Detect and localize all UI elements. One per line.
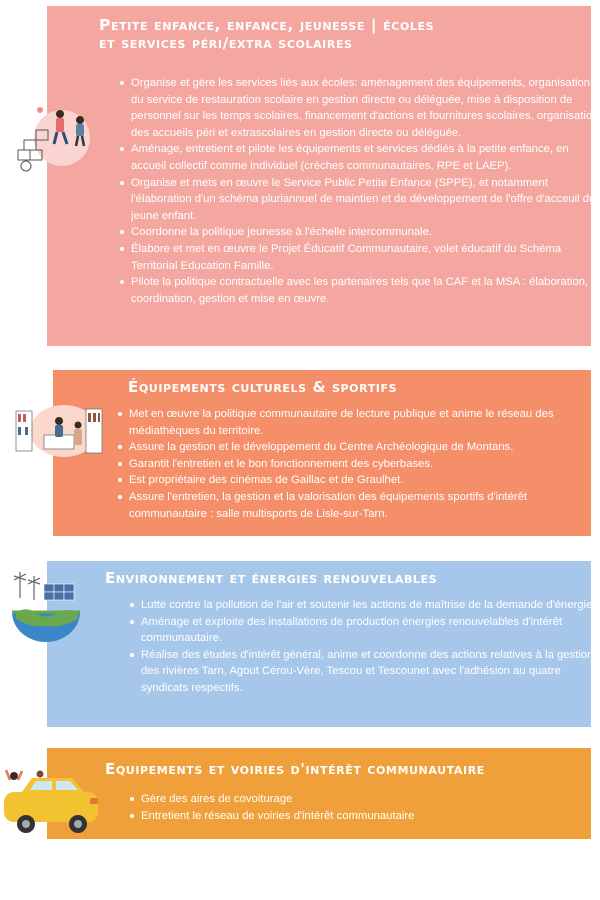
list-item: Est propriétaire des cinémas de Gaillac et de Graulhet. — [129, 472, 597, 489]
list-item: Gère des aires de covoiturage — [141, 791, 597, 808]
list-item: Met en œuvre la politique communautaire de lecture publique et anime le réseau des médiathèques du territoire. — [129, 406, 597, 439]
globe-energy-icon — [8, 570, 84, 644]
list-item: Aménage, entretient et pilote les équipements et services dédiés à la petite enfance, en accueil collectif comme individuel (crèches communautaires, RPE et LAEP). — [131, 141, 599, 174]
list-item: Entretient le réseau de voiries d'intérêt communautaire — [141, 808, 597, 825]
library-icon — [14, 405, 106, 459]
section-list — [117, 75, 599, 307]
section-title: Equipements et voiries d'intérêt communautaire — [105, 760, 485, 778]
list-item: Assure l'entretien, la gestion et la valorisation des équipements sportifs d'intérêt communautaire : salle multisports de Lisle-sur-Tarn. — [129, 489, 597, 522]
section-voiries — [47, 748, 591, 839]
section-title: Petite enfance, enfance, jeunesse | écoles et services péri/extra scolaires — [99, 16, 435, 53]
section-petite-enfance — [47, 6, 599, 346]
list-item: Organise et gère les services liés aux écoles: aménagement des équipements, organisation du service de restauration scolaire en gestion directe ou déléguée, mise à disposition de personnel sur les temps scolaires, financement d'actions et fournitures scolaires, organisation des accueils péri et extrascolaires en gestion directe ou déléguée. — [131, 75, 599, 141]
list-item: Élabore et met en œuvre le Projet Éducatif Communautaire, volet éducatif du Schéma Territorial Education Famille. — [131, 241, 599, 274]
car-icon — [0, 768, 104, 838]
list-item: Assure la gestion et le développement du Centre Archéologique de Montans. — [129, 439, 597, 456]
list-item: Aménage et exploite des installations de production énergies renouvelables d'intérêt communautaire. — [141, 614, 597, 647]
list-item: Organise et mets en œuvre le Service Public Petite Enfance (SPPE), et notamment l'élaboration d'un schéma pluriannuel de maintien et de développement de l'offre d'acceuil du jeune enfant. — [131, 175, 599, 225]
section-title: Équipements culturels & sportifs — [128, 378, 398, 396]
section-equipements-culturels — [53, 370, 591, 536]
section-list — [115, 406, 597, 522]
children-playing-icon — [10, 100, 90, 176]
section-environnement — [47, 561, 596, 727]
section-list — [127, 597, 597, 697]
list-item: Coordonne la politique jeunesse à l'échelle intercommunale. — [131, 224, 599, 241]
list-item: Garantit l'entretien et le bon fonctionnement des cyberbases. — [129, 456, 597, 473]
list-item: Lutte contre la pollution de l'air et soutenir les actions de maîtrise de la demande d'énergie. — [141, 597, 597, 614]
list-item: Pilote la politique contractuelle avec les partenaires tels que la CAF et la MSA : élaboration, coordination, gestion et mise en œuvre. — [131, 274, 599, 307]
section-title: Environnement et énergies renouvelables — [105, 569, 438, 587]
section-list — [127, 791, 597, 824]
list-item: Réalise des études d'intérêt général, anime et coordonne des actions relatives à la gestion des rivières Tarn, Agout Cérou-Vère, Tescou et Tescounet avec l'adhésion au quatre syndicats respectifs. — [141, 647, 597, 697]
